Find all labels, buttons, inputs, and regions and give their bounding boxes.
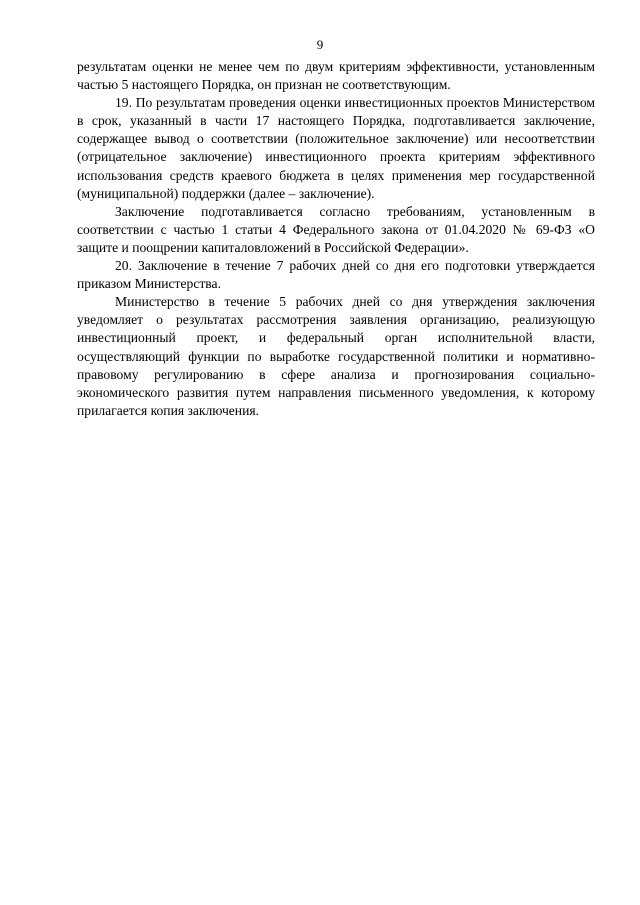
document-body: [77, 58, 595, 420]
paragraph-notification: Министерство в течение 5 рабочих дней со дня утверждения заключения уведомляет о результатах рассмотрения заявления организацию, реализующую инвестиционный проект, и федеральный орган исполнительной власти, осуществляющий функции по выработке государственной политики и нормативно-правовому регулированию в сфере анализа и прогнозирования социально-экономического развития путем направления письменного уведомления, к которому прилагается копия заключения.: [77, 294, 595, 418]
page-number: 9: [316, 37, 324, 52]
paragraph-continuation: результатам оценки не менее чем по двум критериям эффективности, установленным частью 5 настоящего Порядка, он признан не соответствующим.: [77, 59, 595, 93]
paragraph-item-19: 19. По результатам проведения оценки инвестиционных проектов Министерством в срок, указанный в части 17 настоящего Порядка, подготавливается заключение, содержащее вывод о соответствии (положительное заключение) или несоответствии (отрицательное заключение) инвестиционного проекта критериям эффективного использования средств краевого бюджета в целях применения мер государственной (муниципальной) поддержки (далее – заключение).: [77, 95, 595, 201]
paragraph-conclusion-requirements: Заключение подготавливается согласно требованиям, установленным в соответствии с частью 1 статьи 4 Федерального закона от 01.04.2020 № 69-ФЗ «О защите и поощрении капиталовложений в Российской Федерации».: [77, 203, 595, 255]
paragraph-item-20: 20. Заключение в течение 7 рабочих дней со дня его подготовки утверждается приказом Министерства.: [77, 258, 595, 292]
